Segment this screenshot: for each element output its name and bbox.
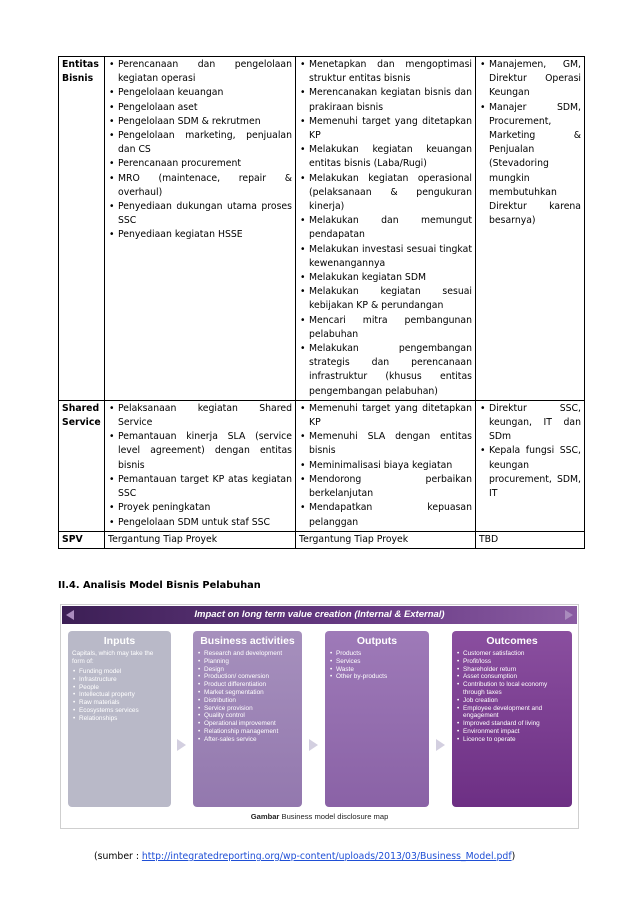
people-cell <box>476 57 585 401</box>
spv-activities-cell: Tergantung Tiap Proyek <box>105 531 296 548</box>
impact-banner-text: Impact on long term value creation (Internal & External) <box>194 609 445 620</box>
table-row <box>59 400 585 531</box>
activities-cell <box>105 57 296 401</box>
list-item: • Melakukan kegiatan sesuai kebijakan KP & perundangan <box>299 285 472 313</box>
list-item: • Raw materials <box>72 699 167 707</box>
figure-caption-text: Business model disclosure map <box>281 812 389 821</box>
activities-flow-list <box>197 650 298 744</box>
list-item: • Melakukan investasi sesuai tingkat kewenangannya <box>299 243 472 271</box>
list-item: • Penyediaan dukungan utama proses SSC <box>108 200 292 228</box>
arrow-right-icon <box>565 610 573 620</box>
list-item: • Services <box>329 658 425 666</box>
list-item: • Melakukan pengembangan strategis dan perencanaan infrastruktur (khusus entitas pengembangan pelabuhan) <box>299 342 472 399</box>
list-item: • Profit/loss <box>456 658 568 666</box>
outputs-list <box>329 650 425 681</box>
list-item: • Penyediaan kegiatan HSSE <box>108 228 292 242</box>
flow-arrow-icon <box>177 739 186 751</box>
business-model-figure <box>60 604 579 829</box>
inputs-title: Inputs <box>103 635 136 647</box>
list-item: • Research and development <box>197 650 298 658</box>
flow-arrow-icon <box>436 739 445 751</box>
flow-arrow-icon <box>309 739 318 751</box>
list-item: • Menetapkan dan mengoptimasi struktur entitas bisnis <box>299 58 472 86</box>
objectives-list <box>299 402 472 530</box>
list-item: • Contribution to local economy through taxes <box>456 681 568 697</box>
list-item: • Merencanakan kegiatan bisnis dan prakiraan bisnis <box>299 86 472 114</box>
activities-list <box>108 402 292 530</box>
list-item: • Products <box>329 650 425 658</box>
outcomes-box <box>452 631 572 807</box>
activities-title: Business activities <box>200 635 295 647</box>
inputs-list <box>72 668 167 723</box>
list-item: • Melakukan kegiatan SDM <box>299 271 472 285</box>
table-row <box>59 531 585 548</box>
list-item: • Employee development and engagement <box>456 705 568 721</box>
list-item: • Pengelolaan aset <box>108 101 292 115</box>
figure-caption <box>61 812 578 821</box>
list-item: • Mendorong perbaikan berkelanjutan <box>299 473 472 501</box>
list-item: • MRO (maintenace, repair & overhaul) <box>108 172 292 200</box>
list-item: • Operational improvement <box>197 720 298 728</box>
list-item: • Waste <box>329 666 425 674</box>
list-item: • Meminimalisasi biaya kegiatan <box>299 459 472 473</box>
people-cell <box>476 400 585 531</box>
objectives-cell <box>296 57 476 401</box>
list-item: • Melakukan kegiatan keuangan entitas bisnis (Laba/Rugi) <box>299 143 472 171</box>
list-item: • Melakukan dan memungut pendapatan <box>299 214 472 242</box>
inputs-box <box>68 631 171 807</box>
list-item: • Proyek peningkatan <box>108 501 292 515</box>
list-item: • Kepala fungsi SSC, keungan procurement, SDM, IT <box>479 444 581 501</box>
list-item: • Other by-products <box>329 673 425 681</box>
list-item: • Perencanaan dan pengelolaan kegiatan operasi <box>108 58 292 86</box>
spv-objectives-cell: Tergantung Tiap Proyek <box>296 531 476 548</box>
list-item: • Pengelolaan SDM untuk staf SSC <box>108 516 292 530</box>
list-item: • Mencari mitra pembangunan pelabuhan <box>299 314 472 342</box>
list-item: • Planning <box>197 658 298 666</box>
list-item: • Direktur SSC, keungan, IT dan SDm <box>479 402 581 445</box>
source-prefix: (sumber : <box>94 851 142 862</box>
section-heading: II.4. Analisis Model Bisnis Pelabuhan <box>58 580 261 591</box>
impact-banner <box>62 606 577 624</box>
list-item: • Job creation <box>456 697 568 705</box>
list-item: • Improved standard of living <box>456 720 568 728</box>
list-item: • Memenuhi target yang ditetapkan KP <box>299 402 472 430</box>
list-item: • Production/ conversion <box>197 673 298 681</box>
list-item: • People <box>72 684 167 692</box>
list-item: • Quality control <box>197 712 298 720</box>
outputs-box <box>325 631 429 807</box>
list-item: • Pemantauan target KP atas kegiatan SSC <box>108 473 292 501</box>
list-item: • Licence to operate <box>456 736 568 744</box>
table-row <box>59 57 585 401</box>
outcomes-title: Outcomes <box>486 635 538 647</box>
list-item: • Service provision <box>197 705 298 713</box>
list-item: • Pengelolaan keuangan <box>108 86 292 100</box>
list-item: • Relationships <box>72 715 167 723</box>
row-header-spv: SPV <box>59 531 105 548</box>
list-item: • Manajer SDM, Procurement, Marketing & Penjualan (Stevadoring mungkin membutuhkan Direktur karena besarnya) <box>479 101 581 229</box>
list-item: • Environment impact <box>456 728 568 736</box>
source-citation <box>94 851 515 862</box>
outcomes-list <box>456 650 568 744</box>
row-header-entitas-bisnis: Entitas Bisnis <box>59 57 105 401</box>
roles-table <box>58 56 585 549</box>
list-item: • Asset consumption <box>456 673 568 681</box>
activities-list <box>108 58 292 243</box>
list-item: • Manajemen, GM, Direktur Operasi Keungan <box>479 58 581 101</box>
people-list <box>479 58 581 228</box>
activities-box <box>193 631 302 807</box>
people-list <box>479 402 581 501</box>
list-item: • Design <box>197 666 298 674</box>
inputs-intro: Capitals, which may take the form of: <box>72 650 154 665</box>
list-item: • Pengelolaan SDM & rekrutmen <box>108 115 292 129</box>
list-item: • Pengelolaan marketing, penjualan dan CS <box>108 129 292 157</box>
list-item: • Pemantauan kinerja SLA (service level agreement) dengan entitas bisnis <box>108 430 292 473</box>
list-item: • Intellectual property <box>72 691 167 699</box>
list-item: • Product differentiation <box>197 681 298 689</box>
row-header-shared-service: Shared Service <box>59 400 105 531</box>
list-item: • Infrastructure <box>72 676 167 684</box>
list-item: • Relationship management <box>197 728 298 736</box>
spv-people-cell: TBD <box>476 531 585 548</box>
source-link[interactable]: http://integratedreporting.org/wp-content/uploads/2013/03/Business_Model.pdf <box>141 851 512 862</box>
objectives-list <box>299 58 472 399</box>
list-item: • Customer satisfaction <box>456 650 568 658</box>
list-item: • Memenuhi SLA dengan entitas bisnis <box>299 430 472 458</box>
list-item: • Pelaksanaan kegiatan Shared Service <box>108 402 292 430</box>
list-item: • Mendapatkan kepuasan pelanggan <box>299 501 472 529</box>
list-item: • After-sales service <box>197 736 298 744</box>
activities-cell <box>105 400 296 531</box>
source-suffix: ) <box>511 851 516 862</box>
figure-caption-label: Gambar <box>250 812 280 821</box>
list-item: • Memenuhi target yang ditetapkan KP <box>299 115 472 143</box>
list-item: • Market segmentation <box>197 689 298 697</box>
list-item: • Shareholder return <box>456 666 568 674</box>
objectives-cell <box>296 400 476 531</box>
list-item: • Perencanaan procurement <box>108 157 292 171</box>
list-item: • Distribution <box>197 697 298 705</box>
list-item: • Funding model <box>72 668 167 676</box>
list-item: • Melakukan kegiatan operasional (pelaksanaan & pengukuran kinerja) <box>299 172 472 215</box>
outputs-title: Outputs <box>356 635 398 647</box>
list-item: • Ecosystems services <box>72 707 167 715</box>
